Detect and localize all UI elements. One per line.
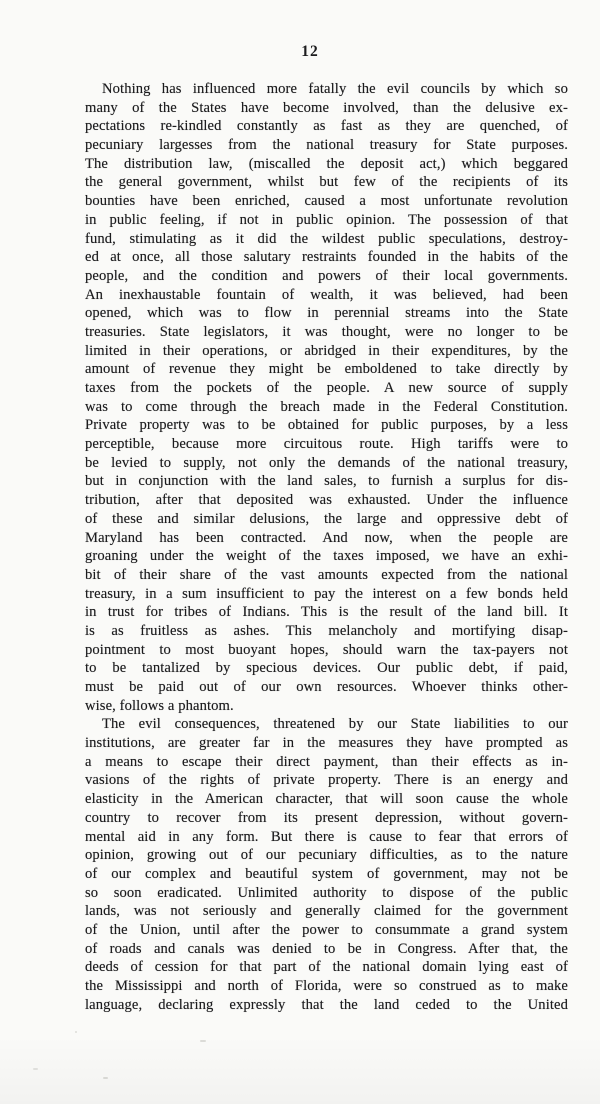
text-line: opened, which was to flow in perennial streams into the State bbox=[85, 305, 568, 322]
text-line: amount of revenue they might be emboldened to take directly by bbox=[85, 361, 568, 378]
text-line: ed at once, all those salutary restraints founded in the habits of the bbox=[85, 249, 568, 266]
text-line: was to come through the breach made in the Federal Constitution. bbox=[85, 398, 568, 415]
text-line: limited in their operations, or abridged in their expenditures, by the bbox=[85, 342, 568, 359]
text-line: bounties have been enriched, caused a most unfortunate revolution bbox=[85, 193, 568, 210]
text-line: mental aid in any form. But there is cause to fear that errors of bbox=[85, 828, 568, 845]
scan-speck bbox=[33, 1068, 38, 1070]
text-line: tribution, after that deposited was exhausted. Under the influence bbox=[85, 492, 568, 509]
text-line: Nothing has influenced more fatally the evil councils by which so bbox=[102, 81, 568, 97]
page-number: 12 bbox=[301, 43, 319, 60]
text-line: bit of their share of the vast amounts expected from the national bbox=[85, 566, 568, 583]
text-line: to be tantalized by specious devices. Our public debt, if paid, bbox=[85, 660, 568, 677]
text-line: wise, follows a phantom. bbox=[85, 697, 234, 714]
text-line: Maryland has been contracted. And now, when the people are bbox=[85, 529, 568, 546]
text-line: is as fruitless as ashes. This melancholy and mortifying disap- bbox=[85, 622, 568, 639]
text-line: vasions of the rights of private property. There is an energy and bbox=[85, 772, 568, 789]
text-line: Private property was to be obtained for public purposes, by a less bbox=[85, 417, 568, 434]
text-line: in trust for tribes of Indians. This is the result of the land bill. It bbox=[85, 604, 568, 621]
text-line: elasticity in the American character, that will soon cause the whole bbox=[85, 791, 568, 808]
text-line: but in conjunction with the land sales, to furnish a surplus for dis- bbox=[85, 473, 568, 490]
text-line: perceptible, because more circuitous route. High tariffs were to bbox=[85, 436, 568, 453]
text-line: pectations re-kindled constantly as fast as they are quenched, of bbox=[85, 118, 568, 135]
text-line: people, and the condition and powers of their local governments. bbox=[85, 267, 568, 284]
scan-speck bbox=[75, 1031, 77, 1033]
text-line: pointment to most buoyant hopes, should warn the tax-payers not bbox=[85, 641, 568, 658]
text-line: lands, was not seriously and generally claimed for the government bbox=[85, 903, 568, 920]
text-line: treasuries. State legislators, it was thought, were no longer to be bbox=[85, 323, 568, 340]
text-line: An inexhaustable fountain of wealth, it was believed, had been bbox=[85, 286, 568, 303]
text-line: institutions, are greater far in the measures they have prompted as bbox=[85, 735, 568, 752]
text-line: fund, stimulating as it did the wildest public speculations, destroy- bbox=[85, 230, 568, 247]
text-line: a means to escape their direct payment, than their effects as in- bbox=[85, 753, 568, 770]
text-line: pecuniary largesses from the national treasury for State purposes. bbox=[85, 137, 568, 154]
text-line: of our complex and beautiful system of government, may not be bbox=[85, 865, 568, 882]
scan-shade bbox=[0, 1034, 600, 1104]
text-line: country to recover from its present depression, without govern- bbox=[85, 809, 568, 826]
text-line: be levied to supply, not only the demands of the national treasury, bbox=[85, 454, 568, 471]
scan-speck bbox=[200, 1040, 206, 1042]
text-line: in public feeling, if not in public opinion. The possession of that bbox=[85, 211, 568, 228]
text-line: language, declaring expressly that the land ceded to the United bbox=[85, 996, 568, 1013]
text-line: deeds of cession for that part of the national domain lying east of bbox=[85, 959, 568, 976]
text-line: The distribution law, (miscalled the deposit act,) which beggared bbox=[85, 155, 568, 172]
text-line: treasury, in a sum insufficient to pay the interest on a few bonds held bbox=[85, 585, 568, 602]
scan-speck bbox=[103, 1077, 108, 1079]
text-line: taxes from the pockets of the people. A new source of supply bbox=[85, 380, 568, 396]
text-line: many of the States have become involved, than the delusive ex- bbox=[85, 99, 568, 116]
text-line: of the Union, until after the power to consummate a grand system bbox=[85, 921, 568, 938]
text-line: of these and similar delusions, the large and oppressive debt of bbox=[85, 510, 568, 527]
body-text bbox=[85, 80, 568, 1014]
text-line: must be paid out of our own resources. Whoever thinks other- bbox=[85, 679, 568, 695]
text-line: groaning under the weight of the taxes imposed, we have an exhi- bbox=[85, 548, 568, 565]
text-line: so soon eradicated. Unlimited authority to dispose of the public bbox=[85, 884, 568, 901]
text-line: opinion, growing out of our pecuniary difficulties, as to the nature bbox=[85, 847, 568, 864]
text-line: the general government, whilst but few of the recipients of its bbox=[85, 174, 568, 191]
text-line: of roads and canals was denied to be in Congress. After that, the bbox=[85, 940, 568, 957]
text-line: The evil consequences, threatened by our State liabilities to our bbox=[102, 716, 568, 733]
text-line: the Mississippi and north of Florida, were so construed as to make bbox=[85, 978, 568, 994]
